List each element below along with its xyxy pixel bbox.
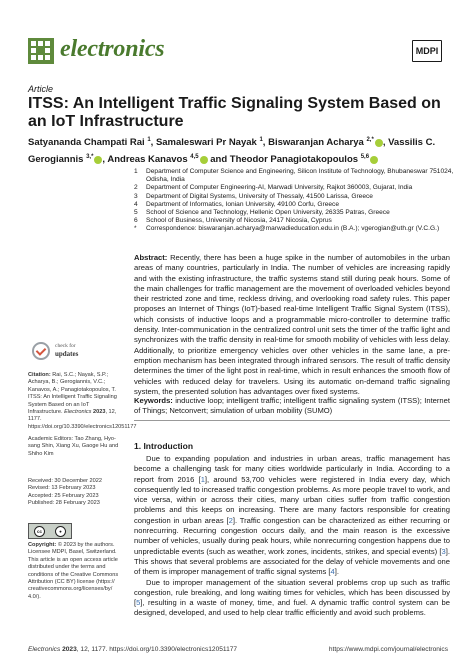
abstract [134, 253, 450, 397]
check-updates-button[interactable] [28, 340, 120, 364]
citation-block: Citation: Rai, S.C.; Nayak, S.P.; Acharya, B.; Gerogiannis, V.C.; Kanavos, A.; Panagiotakopoulos, T. ITSS: An Intelligent Traffic Signaling System Based on an IoT Infrastructure. Electronics 2023, 12, 1177. https://doi.org/10.3390/electronics12051177 [28, 372, 137, 430]
check-updates-label: check for [55, 343, 76, 349]
footer-journal-url[interactable]: https://www.mdpi.com/journal/electronics [328, 646, 448, 653]
author-affiliation-mark: 2,* [366, 137, 374, 143]
citation-link[interactable]: 2 [228, 515, 233, 525]
journal-name[interactable]: electronics [60, 36, 165, 62]
keywords-text: inductive loop; intelligent traffic; intelligent traffic signaling system (ITSS); Internet of Things; Netconvert; simulation of urban mobility (SUMO) [134, 396, 450, 416]
affiliations [134, 168, 454, 234]
citation-link[interactable]: 5 [136, 598, 141, 608]
affiliation-item: 1 Department of Computer Science and Engineering, Silicon Institute of Technology, Bhubaneswar 751024, Odisha, India [134, 168, 454, 184]
keywords-label: Keywords: [134, 396, 173, 405]
publisher-logo[interactable]: MDPI [412, 40, 442, 62]
copyright-notice: Copyright: © 2023 by the authors. Licensee MDPI, Basel, Switzerland. This article is an open access article distributed under the terms and conditions of the Creative Commons Attribution (CC BY) license (https:// creativecommons.org/licenses/by/ 4.0/). [28, 542, 119, 600]
section-heading: 1. Introduction [134, 441, 194, 451]
cc-by-license-icon[interactable]: cc ● [28, 523, 72, 539]
author-affiliation-mark: 1 [259, 137, 263, 143]
author-name: Vassilis C. Gerogiannis $^{3,*}$ [28, 137, 436, 166]
journal-logo-icon [28, 38, 54, 64]
page-footer [28, 646, 448, 653]
author-list: Satyananda Champati Rai $^1$, Samaleswari Pr Nayak $^1$, Biswaranjan Acharya $^{2,*}$ , Vassilis C. Gerogiannis $^{3,*}$ , Andreas Kanavos $^{4,5}$ and Theodor Panagiotakopoulos $^{5,6}$ [28, 137, 436, 166]
affiliation-item: 2 Department of Computer Engineering-AI, Marwadi University, Rajkot 360003, Gujarat, India [134, 184, 413, 192]
orcid-icon[interactable] [370, 156, 378, 164]
academic-editors: Academic Editors: Tao Zhang, Hyo-sang Shin, Xiang Xu, Gaoge Hu and Shiho Kim [28, 436, 119, 457]
citation-link[interactable]: 3 [441, 546, 446, 556]
paper-title: ITSS: An Intelligent Traffic Signaling System Based on an IoT Infrastructure [28, 95, 441, 130]
date-accepted: Accepted: 25 February 2023 [28, 492, 99, 499]
date-received: Received: 30 December 2022 [28, 478, 103, 484]
orcid-icon[interactable] [200, 156, 208, 164]
abstract-text: Recently, there has been a huge spike in the number of automobiles in the urban areas of many countries, particularly in India. The number of vehicles are increasing rapidly and with the existing infrastructure, the traffic systems stand still during peak hours. Some of the main challenges for traffic management are the movement of overloaded vehicles beyond their restricted zone and time, reckless driving, and overlooking road safety rules. This paper proposes an Internet of Things (IoT)-based real-time Intelligent Traffic Signal System (ITSS), which consists of inductive loops and a programmable micro-controller to determine traffic density. Inter-communication in the centralized control unit sets the timer of the traffic light and synchronizes with the traffic density in real-time for smooth mobility of vehicles with less delay. Additionally, to prioritize emergency vehicles over other vehicles in the same lane, a pre-emption mechanism has been integrated through infrared sensors. The result of traffic density determines the timer of the light post in real-time, which in result enhances the smooth flow of vehicles with reduced delay for travelers. Using its automatic on-demand traffic signaling system, the presented solution has advantages over fixed systems. [134, 253, 450, 396]
author-affiliation-mark: 5,6 [360, 154, 370, 161]
abstract-label: Abstract: [134, 253, 168, 262]
check-updates-icon [32, 342, 50, 360]
affiliation-item: 3 Department of Digital Systems, University of Thessaly, 41500 Larissa, Greece [134, 192, 373, 200]
author-name: Andreas Kanavos $^{4,5}$ [107, 154, 207, 165]
publication-dates [28, 478, 120, 508]
citation-link[interactable]: 1 [200, 474, 205, 484]
affiliation-item: * Correspondence: biswaranjan.acharya@marwadieducation.edu.in (B.A.); vgerogian@uth.gr (V.C.G.) [134, 225, 440, 233]
divider [134, 420, 450, 421]
date-revised: Revised: 13 February 2023 [28, 485, 96, 492]
author-name: Samaleswari Pr Nayak $^1$ [155, 137, 263, 149]
affiliation-item: 5 School of Science and Technology, Hellenic Open University, 26335 Patras, Greece [134, 209, 390, 217]
author-affiliation-mark: 3,* [86, 154, 94, 161]
author-name: Biswaranjan Acharya $^{2,*}$ [268, 137, 383, 148]
author-affiliation-mark: 4,5 [190, 154, 199, 161]
orcid-icon[interactable] [375, 139, 383, 147]
author-name: Theodor Panagiotakopoulos $^{5,6}$ [230, 154, 378, 165]
author-affiliation-mark: 1 [147, 137, 151, 143]
affiliation-item: 4 Department of Informatics, Ionian University, 49100 Corfu, Greece [134, 200, 340, 208]
affiliation-item: 6 School of Business, University of Nicosia, 2417 Nicosia, Cyprus [134, 217, 332, 225]
author-name: Satyananda Champati Rai $^1$ [28, 137, 151, 149]
introduction-body [134, 454, 450, 619]
citation-link[interactable]: 4 [330, 567, 335, 577]
keywords [134, 396, 450, 417]
check-updates-label-bold: updates [55, 350, 79, 358]
date-published: Published: 28 February 2023 [28, 500, 100, 507]
paragraph: Due to expanding population and industries in urban areas, traffic management has become a challenging task for many cities worldwide particularly in India. According to a report from 2016 [1], around 53,700 vehicles were registered in India every day, which consequently led to increased traffic congestion problems. As more people travel to work, and vice versa, within or across their cities, many urban cities suffer from traffic congestion problems and this keeps on increasing. There are many factors responsible for creating congestion in urban areas [2]. Traffic congestion can be characterized as either recurring or nonrecurring. Recurring congestion occurs daily, and the main reason is the excessive number of vehicles, usually during peak hours, while nonrecurring congestion happens due to unpredictable events (such as weather, work zones, incidents, strikes, and special events) [3]. This shows that several problems are associated for the delay of vehicle movements and one of them is improper management of traffic signal systems [4]. [134, 454, 451, 577]
article-type: Article [28, 84, 54, 94]
footer-citation: Electronics 2023, 12, 1177. https://doi.org/10.3390/electronics12051177 [28, 646, 238, 653]
paragraph: Due to improper management of the situation several problems crop up such as traffic congestion, rule breaking, and long waiting times for vehicles, which has been discussed by [5], resulting in a waste of money, time, and fuel. A dynamic traffic control system can be designed, developed, and used to help clear traffic efficiently and avoid such problems. [134, 577, 450, 618]
